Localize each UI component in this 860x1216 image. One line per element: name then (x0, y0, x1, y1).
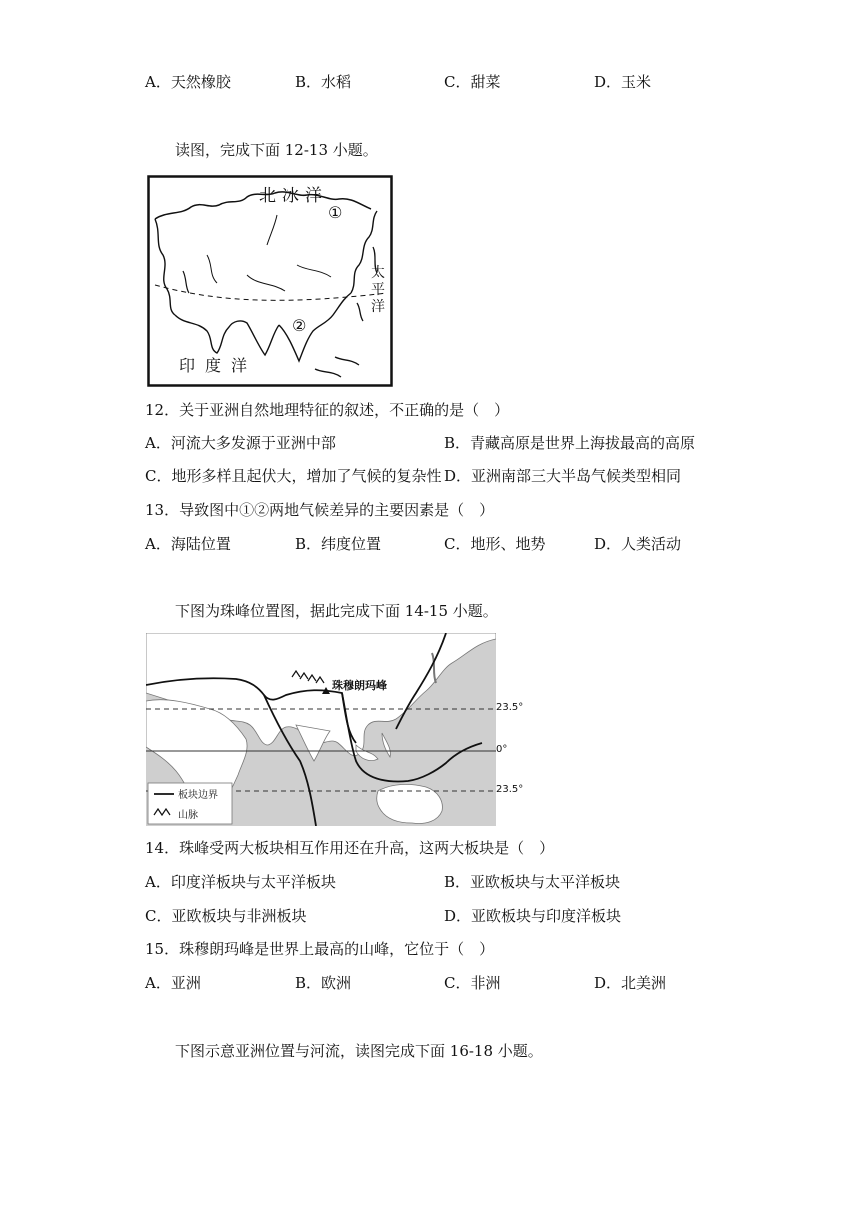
latitude-label-north: 23.5° (496, 702, 524, 713)
marker-2: ② (292, 316, 307, 335)
q13-option-c: C．地形、地势 (444, 535, 546, 553)
label-arctic-ocean: 北冰洋 (259, 186, 328, 206)
legend-plate-boundary: 板块边界 (178, 790, 218, 801)
q14-option-b: B．亚欧板块与太平洋板块 (444, 873, 621, 891)
label-indian-ocean: 印度洋 (179, 356, 258, 375)
q14-option-a: A．印度洋板块与太平洋板块 (145, 873, 336, 891)
asia-outline-map (147, 175, 393, 387)
q14-stem: 14．珠峰受两大板块相互作用还在升高，这两大板块是（ ） (145, 839, 555, 857)
latitude-label-equator: 0° (496, 744, 508, 755)
q14-option-c: C．亚欧板块与非洲板块 (145, 907, 307, 925)
q15-stem: 15．珠穆朗玛峰是世界上最高的山峰，它位于（ ） (145, 940, 495, 958)
q14-option-d: D．亚欧板块与印度洋板块 (444, 907, 622, 925)
q13-option-b: B．纬度位置 (295, 535, 382, 553)
everest-plate-map (146, 633, 496, 826)
q11-option-c: C．甜菜 (444, 73, 501, 91)
q12-option-b: B．青藏高原是世界上海拔最高的高原 (444, 434, 696, 452)
q12-option-d: D．亚洲南部三大半岛气候类型相同 (444, 467, 682, 485)
intro-16-18: 下图示意亚洲位置与河流，读图完成下面 16-18 小题。 (175, 1042, 543, 1060)
label-pacific-ocean: 太平洋 (371, 265, 385, 315)
q12-stem: 12．关于亚洲自然地理特征的叙述，不正确的是（ ） (145, 401, 510, 419)
everest-peak-label: 珠穆朗玛峰 (332, 679, 387, 692)
q13-stem: 13．导致图中①②两地气候差异的主要因素是（ ） (145, 501, 495, 519)
marker-1: ① (328, 203, 343, 222)
latitude-label-south: 23.5° (496, 784, 524, 795)
legend-mountain-range: 山脉 (178, 810, 198, 821)
intro-14-15: 下图为珠峰位置图，据此完成下面 14-15 小题。 (175, 602, 498, 620)
q11-option-a: A．天然橡胶 (145, 73, 231, 91)
q11-option-d: D．玉米 (594, 73, 652, 91)
intro-12-13: 读图，完成下面 12-13 小题。 (175, 141, 378, 159)
q15-option-d: D．北美洲 (594, 974, 667, 992)
q13-option-d: D．人类活动 (594, 535, 682, 553)
q15-option-a: A．亚洲 (145, 974, 201, 992)
q15-option-b: B．欧洲 (295, 974, 352, 992)
q13-option-a: A．海陆位置 (145, 535, 231, 553)
q12-option-a: A．河流大多发源于亚洲中部 (145, 434, 336, 452)
q11-option-b: B．水稻 (295, 73, 352, 91)
q15-option-c: C．非洲 (444, 974, 501, 992)
q12-option-c: C．地形多样且起伏大，增加了气候的复杂性 (145, 467, 442, 485)
